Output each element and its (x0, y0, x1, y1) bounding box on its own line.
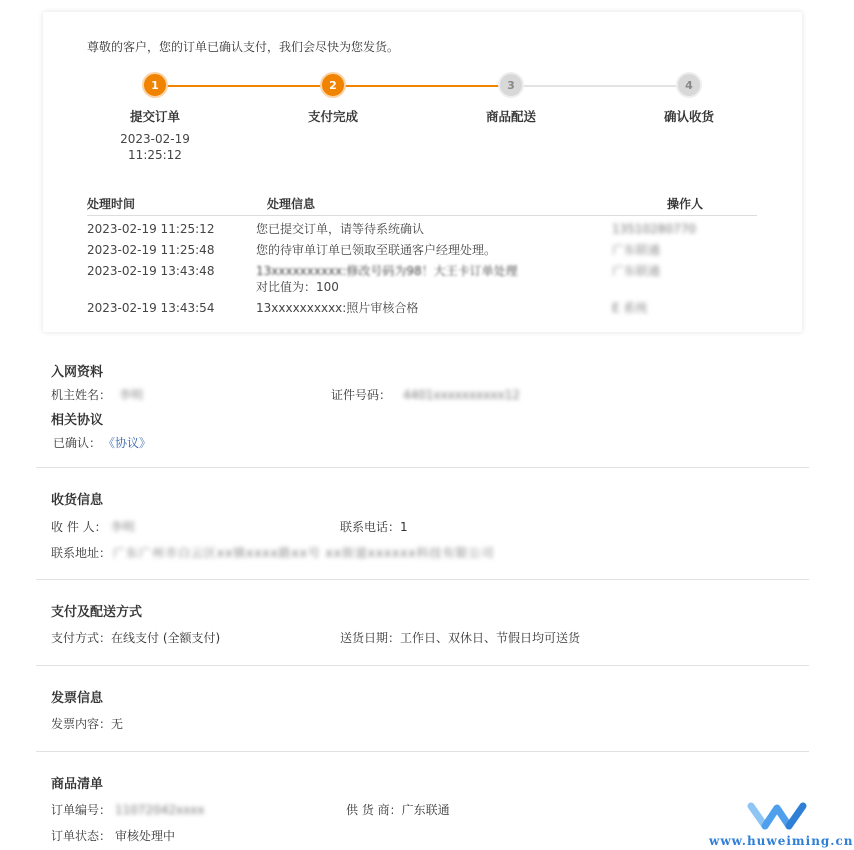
id-number-field (331, 386, 520, 403)
order-number-label: 订单编号： (51, 803, 112, 817)
log-time: 2023-02-19 11:25:48 (87, 243, 215, 257)
order-progress (43, 72, 802, 172)
log-row (87, 243, 757, 264)
log-time: 2023-02-19 13:43:54 (87, 301, 215, 315)
log-operator: 广东联通 (612, 243, 661, 257)
supplier-field (346, 801, 450, 818)
step-number: 2 (320, 72, 346, 98)
order-status-value: 审核处理中 (115, 829, 176, 843)
log-info-line2: 对比值为：100 (256, 280, 339, 294)
delivery-date-field (340, 629, 580, 646)
log-row (87, 222, 757, 243)
agreement-field (53, 434, 151, 451)
step-label: 确认收货 (663, 109, 714, 124)
payment-method-label: 支付方式： (51, 631, 112, 645)
huweiming-logo-icon (747, 800, 813, 834)
delivery-info-section (36, 468, 809, 580)
step-label: 支付完成 (307, 109, 358, 124)
step-date: 2023-02-19 (120, 132, 190, 146)
payment-method-value: 在线支付 (全额支付) (111, 631, 221, 645)
goods-section (36, 752, 809, 850)
processing-log (87, 195, 757, 322)
phone-label: 联系电话： (340, 520, 401, 534)
step-number: 3 (498, 72, 524, 98)
invoice-section (36, 666, 809, 752)
owner-name-field (51, 386, 143, 403)
step-confirm-receipt (629, 72, 749, 125)
log-row (87, 301, 757, 322)
network-info-title: 入网资料 (51, 365, 104, 380)
payment-title: 支付及配送方式 (51, 605, 143, 620)
step-number: 4 (676, 72, 702, 98)
log-time: 2023-02-19 11:25:12 (87, 222, 215, 236)
log-info: 13xxxxxxxxxx:修改号码为98！大王卡订单处理 (256, 264, 518, 278)
phone-field (340, 518, 408, 535)
log-info: 13xxxxxxxxxx:照片审核合格 (256, 301, 419, 315)
invoice-content-value: 无 (111, 717, 124, 731)
owner-name-value: 李明 (119, 388, 144, 402)
address-label: 联系地址： (51, 546, 112, 560)
step-payment-complete (273, 72, 393, 125)
step-label: 提交订单 (129, 109, 180, 124)
order-number-field (51, 801, 205, 818)
goods-title: 商品清单 (51, 777, 104, 792)
owner-name-label: 机主姓名： (51, 388, 112, 402)
log-header-operator: 操作人 (667, 197, 704, 211)
log-header-time: 处理时间 (87, 197, 136, 211)
receiver-value: 李明 (110, 520, 135, 534)
address-value: 广东广州市白云区xx镇xxxx路xx号 xx街道xxxxxx科技有限公司 (113, 546, 495, 560)
log-header-info: 处理信息 (267, 197, 316, 211)
invoice-title: 发票信息 (51, 691, 104, 706)
order-status-label: 订单状态： (51, 829, 112, 843)
order-number-value: 11072042xxxx (115, 803, 205, 817)
payment-section (36, 580, 809, 666)
step-number: 1 (142, 72, 168, 98)
network-info-section (36, 352, 809, 468)
log-info: 您已提交订单，请等待系统确认 (256, 222, 425, 236)
log-time: 2023-02-19 13:43:48 (87, 264, 215, 278)
order-status-card (43, 12, 802, 332)
address-field (51, 544, 494, 561)
step-label: 商品配送 (485, 109, 536, 124)
invoice-content-label: 发票内容： (51, 717, 112, 731)
receiver-field (51, 518, 135, 535)
order-notice: 尊敬的客户，您的订单已确认支付，我们会尽快为您发货。 (87, 40, 400, 54)
delivery-date-value: 工作日、双休日、节假日均可送货 (400, 631, 581, 645)
watermark-logo (707, 800, 853, 850)
supplier-label: 供 货 商： (346, 803, 402, 817)
log-operator: 13510280770 (612, 222, 696, 236)
phone-value: 1 (400, 520, 408, 534)
payment-method-field (51, 629, 220, 646)
log-operator: E 系统 (612, 301, 648, 315)
step-time: 11:25:12 (128, 148, 182, 162)
order-status-field (51, 827, 175, 844)
agreement-confirmed-label: 已确认： (53, 436, 102, 450)
log-info: 您的待审单订单已领取至联通客户经理处理。 (256, 243, 497, 257)
agreement-title: 相关协议 (51, 413, 104, 428)
log-row (87, 264, 757, 301)
delivery-info-title: 收货信息 (51, 493, 104, 508)
invoice-content-field (51, 715, 123, 732)
id-number-label: 证件号码： (331, 388, 392, 402)
supplier-value: 广东联通 (401, 803, 450, 817)
agreement-link[interactable]: 《协议》 (109, 436, 152, 450)
step-delivery (451, 72, 571, 125)
receiver-label: 收 件 人： (51, 520, 107, 534)
delivery-date-label: 送货日期： (340, 631, 401, 645)
watermark-text: www.huweiming.cn (709, 834, 854, 848)
id-number-value: 4401xxxxxxxxxx12 (403, 388, 520, 402)
log-operator: 广东联通 (612, 264, 661, 278)
log-header (87, 195, 757, 216)
step-submit-order (95, 72, 215, 163)
